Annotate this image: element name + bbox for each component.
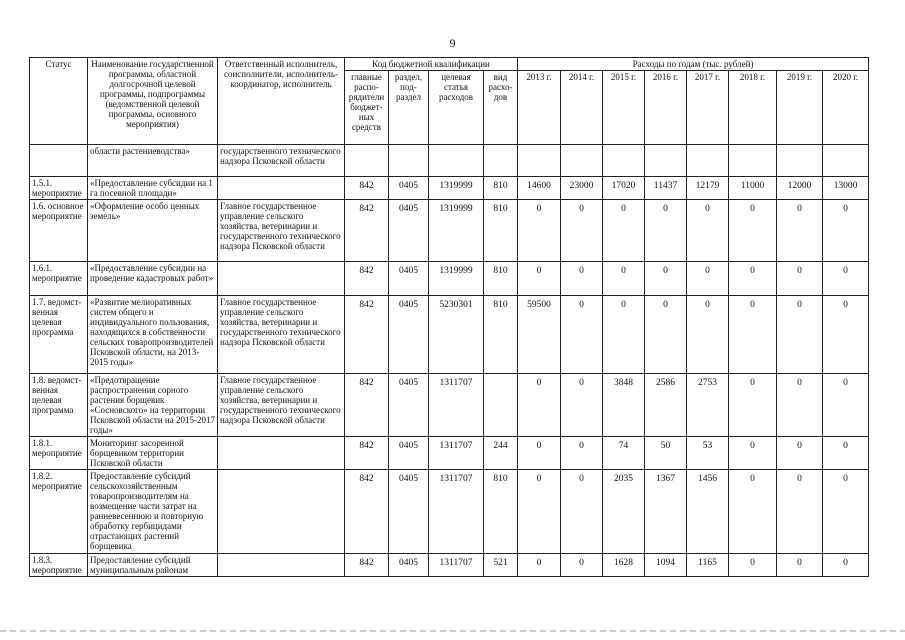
header-year: 2017 г. (687, 71, 729, 145)
row-value: 0 (777, 200, 823, 262)
table-row (30, 177, 869, 200)
table-row (30, 470, 869, 554)
row-code: 842 (345, 200, 389, 262)
row-value: 0 (603, 200, 645, 262)
row-status (30, 145, 88, 177)
scan-edge (0, 630, 905, 632)
row-value: 17020 (603, 177, 645, 200)
row-executor: Главное государственное управление сельского хозяйства, ветеринарии и государственного технического надзора Псковской области (218, 200, 345, 262)
row-code: 810 (484, 177, 518, 200)
row-name: «Предоставление субсидии на 1 га посевной площади» (88, 177, 218, 200)
row-status: 1.5.1. мероприятие (30, 177, 88, 200)
row-value: 0 (645, 200, 687, 262)
row-name: Предоставление субсидий муниципальным районам (88, 554, 218, 577)
header-name: Наименование государственной программы, областной долгосрочной целевой программы, подпрограммы (ведомственной целевой программы, основного мероприятия) (88, 58, 218, 145)
row-code: 0405 (389, 262, 429, 296)
row-code: 1319999 (429, 262, 484, 296)
row-value: 0 (645, 262, 687, 296)
row-value: 1367 (645, 470, 687, 554)
row-value (561, 145, 603, 177)
row-value: 0 (823, 262, 869, 296)
row-code (345, 145, 389, 177)
row-code: 810 (484, 470, 518, 554)
header-year: 2013 г. (518, 71, 561, 145)
row-code: 1319999 (429, 200, 484, 262)
row-value (729, 145, 777, 177)
row-status: 1.8.3. мероприятие (30, 554, 88, 577)
row-executor: Главное государственное управление сельского хозяйства, ветеринарии и государственного технического надзора Псковской области (218, 296, 345, 374)
row-executor (218, 437, 345, 470)
row-code: 0405 (389, 177, 429, 200)
row-value: 13000 (823, 177, 869, 200)
table-body (30, 145, 869, 577)
row-value: 0 (518, 374, 561, 437)
header-code-col: целевая статья расходов (429, 71, 484, 145)
row-code: 0405 (389, 470, 429, 554)
row-code: 842 (345, 554, 389, 577)
row-value: 0 (518, 200, 561, 262)
row-code: 0405 (389, 554, 429, 577)
row-value: 0 (561, 554, 603, 577)
row-value: 1165 (687, 554, 729, 577)
row-value: 0 (603, 262, 645, 296)
row-value: 0 (777, 470, 823, 554)
row-value (518, 145, 561, 177)
row-code: 0405 (389, 296, 429, 374)
row-code (429, 145, 484, 177)
header-year: 2018 г. (729, 71, 777, 145)
table-row (30, 262, 869, 296)
row-name: «Развитие мелиоративных систем общего и индивидуального пользования, находящихся в собственности сельских товаропроизводителей Псковской области, на 2013-2015 годы» (88, 296, 218, 374)
row-code: 5230301 (429, 296, 484, 374)
header-code-col: главные распо-рядители бюджет-ных средств (345, 71, 389, 145)
row-code (484, 145, 518, 177)
row-status: 1.7. ведомст-венная целевая программа (30, 296, 88, 374)
row-value: 0 (518, 554, 561, 577)
row-name: Мониторинг засоренной борщевиком территории Псковской области (88, 437, 218, 470)
header-year: 2015 г. (603, 71, 645, 145)
row-value: 0 (561, 374, 603, 437)
row-value: 0 (729, 374, 777, 437)
row-status: 1.8.2. мероприятие (30, 470, 88, 554)
table-row (30, 374, 869, 437)
row-code: 810 (484, 200, 518, 262)
header-status: Статус (30, 58, 88, 145)
row-value: 0 (823, 200, 869, 262)
row-executor (218, 470, 345, 554)
row-status: 1.6. основное мероприятие (30, 200, 88, 262)
page-number: 9 (449, 36, 456, 50)
header-code-col: вид расхо-дов (484, 71, 518, 145)
row-value: 0 (777, 554, 823, 577)
row-value: 0 (729, 470, 777, 554)
row-executor (218, 554, 345, 577)
row-value: 1628 (603, 554, 645, 577)
row-value: 0 (518, 262, 561, 296)
row-value: 0 (823, 554, 869, 577)
table-row (30, 200, 869, 262)
row-value: 0 (729, 262, 777, 296)
row-name: «Оформление особо ценных земель» (88, 200, 218, 262)
row-value: 0 (777, 262, 823, 296)
table-row (30, 296, 869, 374)
row-value: 74 (603, 437, 645, 470)
row-value: 0 (561, 200, 603, 262)
row-value: 0 (687, 200, 729, 262)
row-value: 0 (603, 296, 645, 374)
header-year: 2016 г. (645, 71, 687, 145)
row-code (389, 145, 429, 177)
row-value: 0 (777, 374, 823, 437)
row-executor (218, 177, 345, 200)
row-code: 810 (484, 262, 518, 296)
row-value: 0 (823, 374, 869, 437)
row-value: 1456 (687, 470, 729, 554)
row-value: 0 (561, 296, 603, 374)
row-value: 0 (729, 554, 777, 577)
row-value: 0 (777, 437, 823, 470)
row-status: 1.6.1. мероприятие (30, 262, 88, 296)
row-value: 0 (823, 437, 869, 470)
row-value: 11000 (729, 177, 777, 200)
table-header (30, 58, 869, 145)
row-value (645, 145, 687, 177)
row-value: 2035 (603, 470, 645, 554)
row-value: 0 (729, 296, 777, 374)
row-code: 842 (345, 262, 389, 296)
row-value: 1094 (645, 554, 687, 577)
row-code: 842 (345, 374, 389, 437)
header-code-col: раздел, под-раздел (389, 71, 429, 145)
row-code: 842 (345, 470, 389, 554)
row-value: 50 (645, 437, 687, 470)
row-value: 53 (687, 437, 729, 470)
row-code: 521 (484, 554, 518, 577)
row-code: 1311707 (429, 554, 484, 577)
row-value: 0 (823, 470, 869, 554)
row-value (823, 145, 869, 177)
row-value: 12179 (687, 177, 729, 200)
row-value: 0 (561, 470, 603, 554)
row-executor (218, 262, 345, 296)
table-row (30, 554, 869, 577)
row-value: 12000 (777, 177, 823, 200)
row-value: 0 (729, 200, 777, 262)
header-year: 2020 г. (823, 71, 869, 145)
budget-table (29, 57, 869, 577)
row-value (777, 145, 823, 177)
row-code (484, 374, 518, 437)
row-code: 1311707 (429, 470, 484, 554)
row-value: 2753 (687, 374, 729, 437)
row-name: Предоставление субсидий сельскохозяйственным товаропроизводителям на возмещение части затрат на ранневесеннюю и повторную обработку гербицидами отрастающих растений борщевика (88, 470, 218, 554)
row-executor: Главное государственное управление сельского хозяйства, ветеринарии и государственного технического надзора Псковской области (218, 374, 345, 437)
header-expenses: Расходы по годам (тыс. рублей) (518, 58, 869, 71)
row-code: 1319999 (429, 177, 484, 200)
row-value: 0 (687, 262, 729, 296)
row-value (687, 145, 729, 177)
row-value: 11437 (645, 177, 687, 200)
row-name: «Предотвращение распространения сорного растения борщевик «Сосновского» на территории Псковской области на 2015-2017 годы» (88, 374, 218, 437)
row-code: 0405 (389, 437, 429, 470)
row-value: 0 (645, 296, 687, 374)
row-value: 14600 (518, 177, 561, 200)
row-executor: государственного технического надзора Псковской области (218, 145, 345, 177)
row-status: 1.8. ведомст-венная целевая программа (30, 374, 88, 437)
row-name: «Предоставление субсидии на проведение кадастровых работ» (88, 262, 218, 296)
row-value (603, 145, 645, 177)
row-code: 244 (484, 437, 518, 470)
row-value: 0 (518, 437, 561, 470)
row-value: 0 (518, 470, 561, 554)
row-value: 0 (561, 262, 603, 296)
row-code: 810 (484, 296, 518, 374)
header-year: 2014 г. (561, 71, 603, 145)
row-code: 1311707 (429, 437, 484, 470)
row-status: 1.8.1. мероприятие (30, 437, 88, 470)
row-code: 842 (345, 296, 389, 374)
row-value: 0 (777, 296, 823, 374)
row-value: 0 (561, 437, 603, 470)
row-value: 2586 (645, 374, 687, 437)
row-value: 59500 (518, 296, 561, 374)
row-code: 842 (345, 177, 389, 200)
row-value: 0 (729, 437, 777, 470)
row-code: 0405 (389, 374, 429, 437)
header-budget-code: Код бюджетной квалификации (345, 58, 518, 71)
table-row (30, 145, 869, 177)
row-value: 0 (687, 296, 729, 374)
row-code: 1311707 (429, 374, 484, 437)
row-value: 0 (823, 296, 869, 374)
row-value: 3848 (603, 374, 645, 437)
header-year: 2019 г. (777, 71, 823, 145)
header-executor: Ответственный исполнитель, соисполнители, исполнитель-координатор, исполнитель (218, 58, 345, 145)
row-code: 842 (345, 437, 389, 470)
row-code: 0405 (389, 200, 429, 262)
row-name: области растениеводства» (88, 145, 218, 177)
row-value: 23000 (561, 177, 603, 200)
table-row (30, 437, 869, 470)
